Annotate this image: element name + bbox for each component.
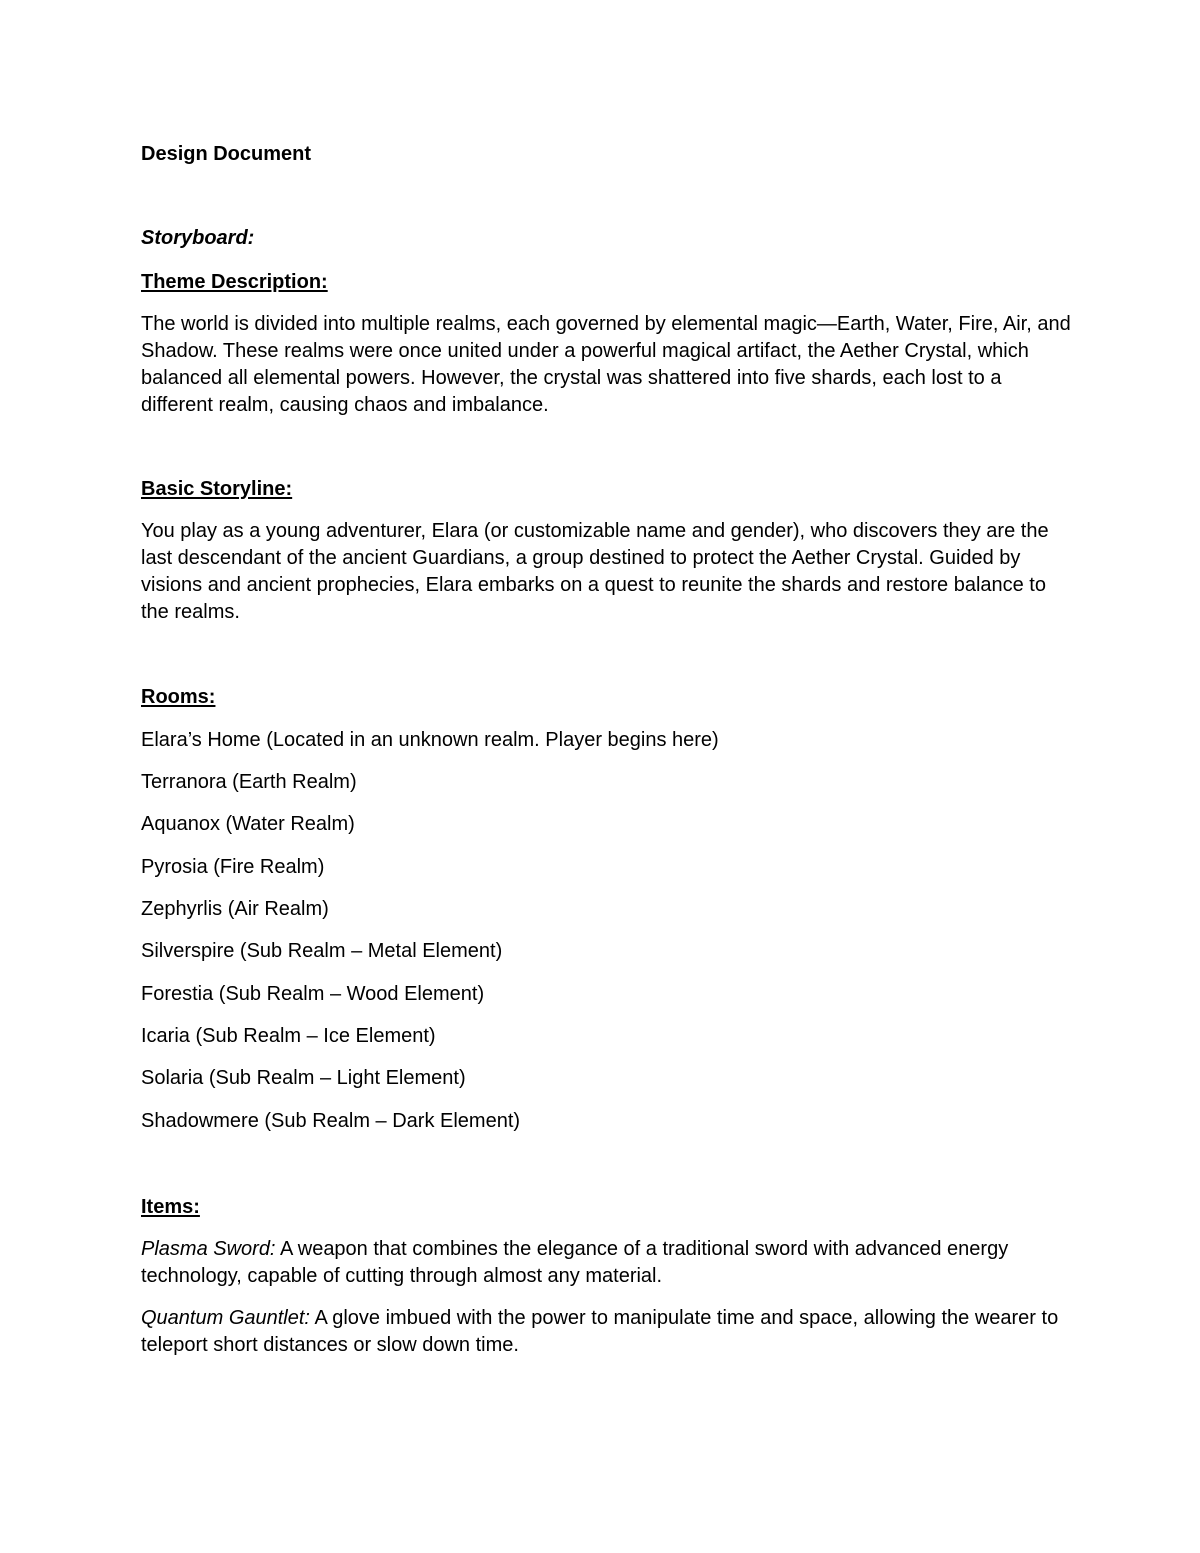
theme-heading: Theme Description:	[141, 271, 328, 293]
storyboard-label: Storyboard:	[141, 227, 255, 249]
room-item: Silverspire (Sub Realm – Metal Element)	[141, 940, 503, 962]
room-item: Solaria (Sub Realm – Light Element)	[141, 1067, 466, 1089]
item-name: Quantum Gauntlet:	[141, 1307, 310, 1329]
room-item: Elara’s Home (Located in an unknown realm. Player begins here)	[141, 729, 719, 751]
item-entry	[141, 1236, 1076, 1290]
storyline-heading: Basic Storyline:	[141, 478, 293, 500]
item-name: Plasma Sword:	[141, 1238, 276, 1260]
item-description: A glove imbued with the power to manipulate time and space, allowing the wearer to teleport short distances or slow down time.	[141, 1307, 1059, 1356]
theme-paragraph: The world is divided into multiple realms, each governed by elemental magic—Earth, Water, Fire, Air, and Shadow. These realms were once united under a powerful magical artifact, the Aether Crystal, which balanced all elemental powers. However, the crystal was shattered into five shards, each lost to a different realm, causing chaos and imbalance.	[141, 313, 1071, 416]
room-item: Terranora (Earth Realm)	[141, 771, 357, 793]
storyline-paragraph: You play as a young adventurer, Elara (or customizable name and gender), who discovers they are the last descendant of the ancient Guardians, a group destined to protect the Aether Crystal. Guided by visions and ancient prophecies, Elara embarks on a quest to reunite the shards and restore balance to the realms.	[141, 520, 1049, 623]
items-heading: Items:	[141, 1196, 200, 1218]
room-item: Aquanox (Water Realm)	[141, 813, 355, 835]
item-entry	[141, 1305, 1076, 1359]
document-title: Design Document	[141, 143, 312, 165]
item-description: A weapon that combines the elegance of a traditional sword with advanced energy technology, capable of cutting through almost any material.	[141, 1238, 1009, 1287]
room-item: Shadowmere (Sub Realm – Dark Element)	[141, 1110, 521, 1132]
rooms-heading: Rooms:	[141, 686, 216, 708]
room-item: Zephyrlis (Air Realm)	[141, 898, 329, 920]
room-item: Pyrosia (Fire Realm)	[141, 856, 325, 878]
room-item: Forestia (Sub Realm – Wood Element)	[141, 983, 485, 1005]
room-item: Icaria (Sub Realm – Ice Element)	[141, 1025, 436, 1047]
